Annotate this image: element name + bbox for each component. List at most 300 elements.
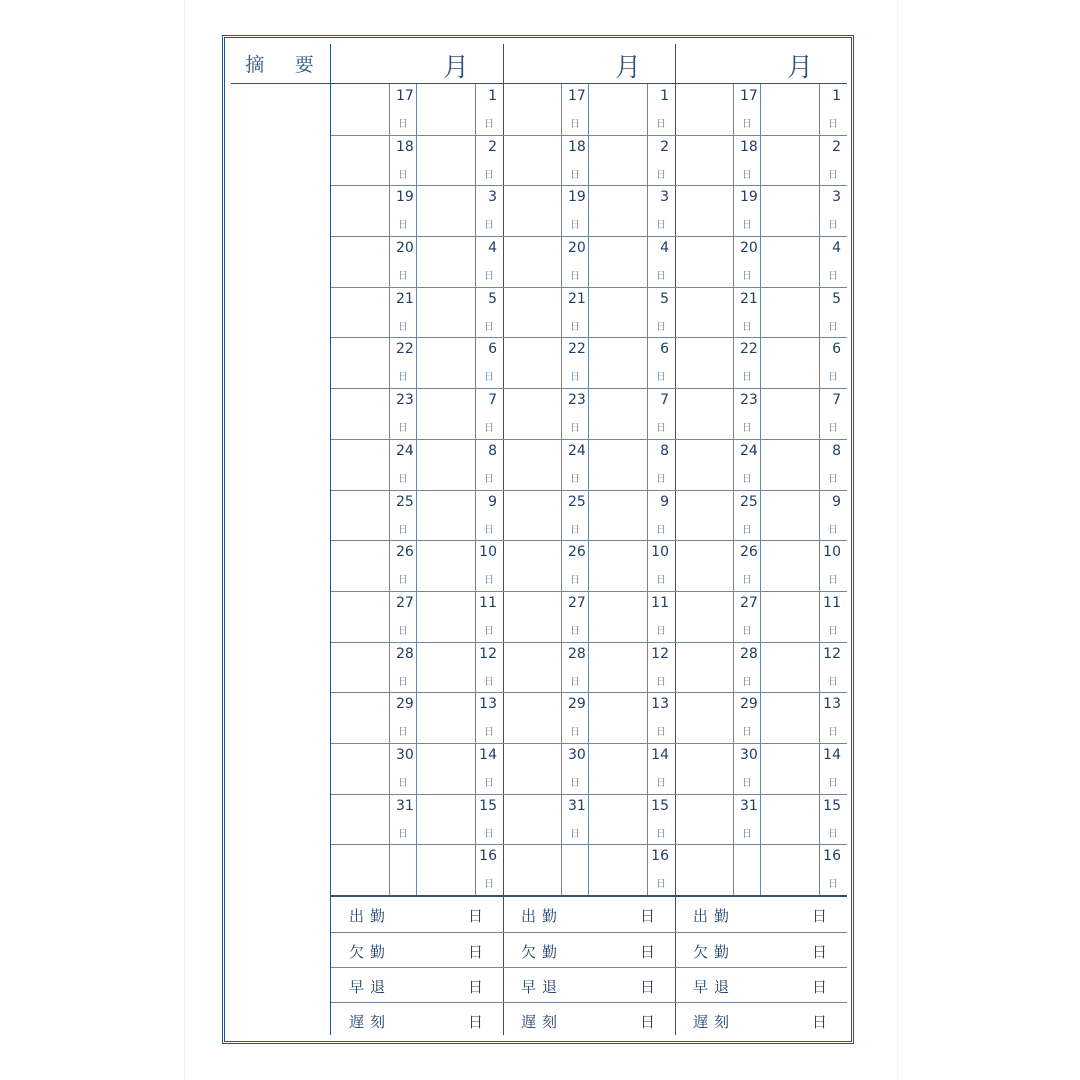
day-entry-cell[interactable]: [588, 388, 647, 439]
day-number: 5: [832, 290, 841, 307]
summary-header-char-2: 要: [294, 54, 316, 76]
day-number: 7: [488, 392, 497, 409]
day-number: 22: [568, 341, 586, 358]
day-unit: 日: [570, 220, 580, 232]
day-entry-cell[interactable]: [416, 439, 475, 490]
stat-label: 出勤: [521, 907, 564, 925]
day-number: 18: [740, 138, 758, 155]
day-entry-cell[interactable]: [588, 794, 647, 845]
day-unit: 日: [484, 169, 494, 181]
day-number: 27: [396, 594, 414, 611]
stat-unit: 日: [639, 978, 655, 996]
day-number: 22: [396, 341, 414, 358]
stat-row[interactable]: [675, 932, 847, 967]
day-entry-cell[interactable]: [760, 490, 819, 541]
day-number: 10: [479, 544, 497, 561]
day-entry-cell[interactable]: [675, 185, 733, 236]
day-entry-cell[interactable]: [503, 743, 561, 794]
day-entry-cell[interactable]: [331, 794, 389, 845]
day-number: 10: [651, 544, 669, 561]
day-unit: 日: [742, 119, 752, 130]
day-unit: 日: [398, 727, 408, 739]
day-number: 15: [651, 797, 669, 814]
day-number: 15: [823, 797, 841, 814]
day-entry-cell[interactable]: [760, 185, 819, 236]
day-unit: 日: [570, 119, 580, 130]
day-number: 21: [568, 290, 586, 307]
day-unit: 日: [398, 524, 408, 536]
day-entry-cell[interactable]: [503, 642, 561, 693]
day-entry-cell[interactable]: [588, 84, 647, 135]
day-number: 30: [740, 746, 758, 763]
day-entry-cell[interactable]: [675, 439, 733, 490]
day-entry-cell[interactable]: [588, 236, 647, 287]
day-entry-cell[interactable]: [503, 84, 561, 135]
day-entry-cell[interactable]: [675, 337, 733, 388]
day-entry-cell[interactable]: [588, 287, 647, 338]
attendance-summary: [503, 895, 675, 1035]
day-number: 29: [396, 696, 414, 713]
stat-unit: 日: [639, 1013, 655, 1031]
stat-unit: 日: [811, 978, 827, 996]
day-number: 1: [660, 88, 669, 104]
day-unit: 日: [570, 777, 580, 789]
day-entry-cell[interactable]: [760, 591, 819, 642]
attendance-card-frame: [222, 35, 854, 1044]
day-entry-cell[interactable]: [760, 287, 819, 338]
day-unit: 日: [828, 575, 838, 587]
day-unit: 日: [656, 271, 666, 283]
day-unit: 日: [398, 777, 408, 789]
day-entry-cell[interactable]: [416, 642, 475, 693]
day-entry-cell[interactable]: [331, 490, 389, 541]
day-unit: 日: [742, 625, 752, 637]
day-entry-cell[interactable]: [588, 135, 647, 186]
day-entry-cell[interactable]: [503, 236, 561, 287]
stat-label: 遅刻: [521, 1013, 564, 1031]
day-unit: 日: [742, 220, 752, 232]
day-unit: 日: [570, 169, 580, 181]
day-unit: 日: [570, 473, 580, 485]
day-unit: 日: [828, 777, 838, 789]
day-entry-cell[interactable]: [416, 692, 475, 743]
day-entry-cell[interactable]: [503, 591, 561, 642]
day-number: 20: [568, 240, 586, 257]
day-entry-cell[interactable]: [416, 490, 475, 541]
stat-unit: 日: [467, 1013, 483, 1031]
month-header[interactable]: [331, 44, 503, 84]
day-number: 31: [396, 797, 414, 814]
day-unit: 日: [656, 524, 666, 536]
day-number: 6: [832, 341, 841, 358]
day-number: 23: [396, 392, 414, 409]
day-entry-cell[interactable]: [760, 692, 819, 743]
day-entry-cell[interactable]: [331, 642, 389, 693]
day-grid: [331, 84, 503, 895]
day-unit: 日: [828, 271, 838, 283]
day-entry-cell[interactable]: [503, 490, 561, 541]
day-entry-cell[interactable]: [331, 844, 389, 895]
attendance-summary: [331, 895, 503, 1035]
day-entry-cell[interactable]: [416, 337, 475, 388]
summary-header-char-1: 摘: [245, 54, 267, 76]
day-unit: 日: [484, 372, 494, 384]
day-unit: 日: [656, 423, 666, 435]
day-unit: 日: [742, 372, 752, 384]
day-entry-cell[interactable]: [331, 84, 389, 135]
day-number: 19: [568, 189, 586, 206]
day-entry-cell[interactable]: [588, 337, 647, 388]
day-entry-cell[interactable]: [588, 743, 647, 794]
day-entry-cell[interactable]: [760, 642, 819, 693]
day-entry-cell[interactable]: [675, 743, 733, 794]
day-unit: 日: [656, 372, 666, 384]
day-number: 12: [479, 645, 497, 662]
day-unit: 日: [828, 372, 838, 384]
stat-row[interactable]: [675, 1002, 847, 1037]
day-entry-cell[interactable]: [588, 642, 647, 693]
day-unit: 日: [398, 423, 408, 435]
day-unit: 日: [656, 676, 666, 688]
stat-label: 早退: [521, 978, 564, 996]
day-number: 16: [651, 848, 669, 865]
day-entry-cell[interactable]: [675, 287, 733, 338]
day-entry-cell[interactable]: [503, 388, 561, 439]
day-unit: 日: [570, 575, 580, 587]
day-entry-cell[interactable]: [503, 844, 561, 895]
summary-header: [231, 44, 331, 84]
stat-row[interactable]: [675, 897, 847, 932]
stat-label: 早退: [349, 978, 392, 996]
day-unit: 日: [742, 524, 752, 536]
day-entry-cell[interactable]: [675, 236, 733, 287]
day-number: 8: [832, 442, 841, 459]
day-unit: 日: [570, 727, 580, 739]
day-number: 11: [651, 594, 669, 611]
day-entry-cell[interactable]: [675, 540, 733, 591]
day-number: 26: [568, 544, 586, 561]
day-entry-cell[interactable]: [675, 388, 733, 439]
day-entry-cell[interactable]: [416, 844, 475, 895]
card-inner: [231, 44, 845, 1035]
day-number: 12: [823, 645, 841, 662]
day-entry-cell[interactable]: [760, 337, 819, 388]
day-unit: 日: [398, 169, 408, 181]
day-unit: 日: [828, 524, 838, 536]
day-entry-cell[interactable]: [503, 692, 561, 743]
day-entry-cell[interactable]: [416, 591, 475, 642]
day-unit: 日: [656, 220, 666, 232]
day-entry-cell[interactable]: [503, 185, 561, 236]
day-number: 28: [396, 645, 414, 662]
day-unit: 日: [656, 777, 666, 789]
day-number: 3: [832, 189, 841, 206]
day-unit: 日: [828, 828, 838, 840]
day-number: 25: [568, 493, 586, 510]
day-number: 24: [396, 442, 414, 459]
day-number: 28: [740, 645, 758, 662]
day-unit: 日: [742, 423, 752, 435]
day-unit: 日: [398, 372, 408, 384]
day-unit: 日: [828, 119, 838, 130]
day-entry-cell[interactable]: [760, 135, 819, 186]
day-unit: 日: [656, 119, 666, 130]
day-entry-cell[interactable]: [675, 135, 733, 186]
day-entry-cell[interactable]: [416, 388, 475, 439]
stat-unit: 日: [467, 943, 483, 961]
day-entry-cell[interactable]: [331, 236, 389, 287]
day-entry-cell[interactable]: [416, 185, 475, 236]
day-number: 13: [823, 696, 841, 713]
day-unit: 日: [398, 575, 408, 587]
day-entry-cell[interactable]: [331, 692, 389, 743]
day-number: 20: [740, 240, 758, 257]
day-number: 19: [396, 189, 414, 206]
day-unit: 日: [828, 423, 838, 435]
day-number: 28: [568, 645, 586, 662]
day-unit: 日: [484, 575, 494, 587]
day-entry-cell[interactable]: [760, 844, 819, 895]
stat-row[interactable]: [331, 897, 503, 932]
stat-unit: 日: [811, 943, 827, 961]
day-unit: 日: [828, 321, 838, 333]
day-unit: 日: [484, 625, 494, 637]
day-entry-cell[interactable]: [331, 388, 389, 439]
day-number: 13: [651, 696, 669, 713]
day-entry-cell[interactable]: [675, 490, 733, 541]
day-unit: 日: [398, 321, 408, 333]
day-number: 11: [479, 594, 497, 611]
day-unit: 日: [656, 625, 666, 637]
day-entry-cell[interactable]: [503, 794, 561, 845]
day-number: 23: [740, 392, 758, 409]
day-unit: 日: [656, 575, 666, 587]
day-number: 4: [488, 240, 497, 257]
day-unit: 日: [484, 777, 494, 789]
day-entry-cell[interactable]: [331, 439, 389, 490]
day-unit: 日: [742, 676, 752, 688]
day-unit: 日: [398, 271, 408, 283]
stat-row[interactable]: [503, 1002, 675, 1037]
day-entry-cell[interactable]: [503, 287, 561, 338]
day-entry-cell[interactable]: [416, 540, 475, 591]
day-entry-cell[interactable]: [503, 540, 561, 591]
month-label: 月: [614, 53, 641, 83]
day-unit: 日: [484, 524, 494, 536]
day-entry-cell[interactable]: [588, 540, 647, 591]
stat-unit: 日: [811, 907, 827, 925]
stat-unit: 日: [811, 1013, 827, 1031]
day-entry-cell[interactable]: [416, 287, 475, 338]
day-entry-cell[interactable]: [503, 135, 561, 186]
day-number: 27: [740, 594, 758, 611]
stat-row[interactable]: [503, 967, 675, 1002]
day-unit: 日: [742, 828, 752, 840]
day-number: 16: [479, 848, 497, 865]
day-number: 1: [832, 88, 841, 104]
day-number: 2: [832, 138, 841, 155]
stat-row[interactable]: [503, 932, 675, 967]
day-entry-cell[interactable]: [331, 185, 389, 236]
day-unit: 日: [742, 271, 752, 283]
day-entry-cell[interactable]: [588, 844, 647, 895]
day-entry-cell[interactable]: [588, 591, 647, 642]
day-number: 29: [568, 696, 586, 713]
day-entry-cell[interactable]: [331, 135, 389, 186]
day-number: 24: [568, 442, 586, 459]
attendance-summary: [675, 895, 847, 1035]
day-entry-cell[interactable]: [416, 84, 475, 135]
day-unit: 日: [398, 220, 408, 232]
day-entry-cell[interactable]: [331, 743, 389, 794]
day-number: 17: [396, 88, 414, 104]
day-entry-cell[interactable]: [331, 287, 389, 338]
day-number: 9: [488, 493, 497, 510]
day-number: 2: [488, 138, 497, 155]
day-entry-cell[interactable]: [588, 490, 647, 541]
day-unit: 日: [570, 372, 580, 384]
day-entry-cell[interactable]: [760, 439, 819, 490]
stat-unit: 日: [467, 978, 483, 996]
day-unit: 日: [484, 220, 494, 232]
day-number: 3: [488, 189, 497, 206]
day-entry-cell[interactable]: [588, 185, 647, 236]
months-area: [331, 44, 845, 1035]
day-number: 31: [568, 797, 586, 814]
day-unit: 日: [656, 321, 666, 333]
day-grid: [503, 84, 675, 895]
day-entry-cell[interactable]: [675, 642, 733, 693]
day-entry-cell[interactable]: [675, 84, 733, 135]
day-entry-cell[interactable]: [416, 794, 475, 845]
day-entry-cell[interactable]: [760, 388, 819, 439]
day-entry-cell[interactable]: [503, 439, 561, 490]
day-grid: [675, 84, 847, 895]
day-unit: 日: [398, 625, 408, 637]
day-entry-cell[interactable]: [760, 540, 819, 591]
stat-label: 早退: [693, 978, 736, 996]
day-number: 9: [832, 493, 841, 510]
stat-row[interactable]: [331, 1002, 503, 1037]
day-entry-cell[interactable]: [588, 692, 647, 743]
day-entry-cell[interactable]: [675, 844, 733, 895]
month-label: 月: [786, 53, 813, 83]
day-number: 3: [660, 189, 669, 206]
day-number: 21: [396, 290, 414, 307]
day-number: 10: [823, 544, 841, 561]
day-number: 4: [660, 240, 669, 257]
day-number: 7: [832, 392, 841, 409]
day-number: 20: [396, 240, 414, 257]
day-unit: 日: [656, 727, 666, 739]
day-number: 12: [651, 645, 669, 662]
day-number: 16: [823, 848, 841, 865]
day-unit: 日: [484, 473, 494, 485]
day-unit: 日: [828, 727, 838, 739]
summary-column[interactable]: [231, 84, 331, 1035]
month-column-2: [503, 44, 675, 1035]
day-number: 22: [740, 341, 758, 358]
day-number: 18: [396, 138, 414, 155]
day-entry-cell[interactable]: [675, 794, 733, 845]
stat-row[interactable]: [503, 897, 675, 932]
day-unit: 日: [828, 220, 838, 232]
day-entry-cell[interactable]: [416, 743, 475, 794]
day-entry-cell[interactable]: [331, 337, 389, 388]
stat-label: 欠勤: [349, 943, 392, 961]
day-number: 2: [660, 138, 669, 155]
day-number: 18: [568, 138, 586, 155]
day-number: 5: [660, 290, 669, 307]
day-entry-cell[interactable]: [675, 692, 733, 743]
day-number: 15: [479, 797, 497, 814]
stat-row[interactable]: [675, 967, 847, 1002]
day-unit: 日: [398, 676, 408, 688]
day-number: 27: [568, 594, 586, 611]
day-unit: 日: [484, 321, 494, 333]
day-number: 9: [660, 493, 669, 510]
day-unit: 日: [570, 423, 580, 435]
day-unit: 日: [742, 575, 752, 587]
stat-row[interactable]: [331, 967, 503, 1002]
day-number: 25: [396, 493, 414, 510]
day-number: 14: [823, 746, 841, 763]
day-number: 24: [740, 442, 758, 459]
day-entry-cell[interactable]: [760, 794, 819, 845]
day-number: 14: [651, 746, 669, 763]
day-number: 21: [740, 290, 758, 307]
day-unit: 日: [484, 271, 494, 283]
day-entry-cell[interactable]: [760, 236, 819, 287]
day-unit: 日: [742, 727, 752, 739]
stat-label: 出勤: [693, 907, 736, 925]
day-unit: 日: [742, 777, 752, 789]
month-label: 月: [442, 53, 469, 83]
day-entry-cell[interactable]: [331, 540, 389, 591]
day-number: 26: [740, 544, 758, 561]
stat-row[interactable]: [331, 932, 503, 967]
day-entry-cell[interactable]: [760, 743, 819, 794]
day-entry-cell[interactable]: [675, 591, 733, 642]
day-unit: 日: [570, 321, 580, 333]
day-unit: 日: [484, 423, 494, 435]
day-number: 6: [660, 341, 669, 358]
day-entry-cell[interactable]: [331, 591, 389, 642]
day-entry-cell[interactable]: [503, 337, 561, 388]
day-number: 11: [823, 594, 841, 611]
day-unit: 日: [828, 676, 838, 688]
day-number: 30: [568, 746, 586, 763]
day-number: 31: [740, 797, 758, 814]
day-number: 4: [832, 240, 841, 257]
day-number: 8: [660, 442, 669, 459]
day-number: 6: [488, 341, 497, 358]
day-number: 5: [488, 290, 497, 307]
day-number: 14: [479, 746, 497, 763]
day-entry-cell[interactable]: [760, 84, 819, 135]
day-unit: 日: [484, 828, 494, 840]
month-header[interactable]: [675, 44, 847, 84]
day-entry-cell[interactable]: [416, 135, 475, 186]
day-entry-cell[interactable]: [416, 236, 475, 287]
month-header[interactable]: [503, 44, 675, 84]
day-unit: 日: [570, 828, 580, 840]
day-entry-cell[interactable]: [588, 439, 647, 490]
day-number: 30: [396, 746, 414, 763]
day-unit: 日: [570, 271, 580, 283]
day-number: 29: [740, 696, 758, 713]
day-unit: 日: [828, 879, 838, 891]
